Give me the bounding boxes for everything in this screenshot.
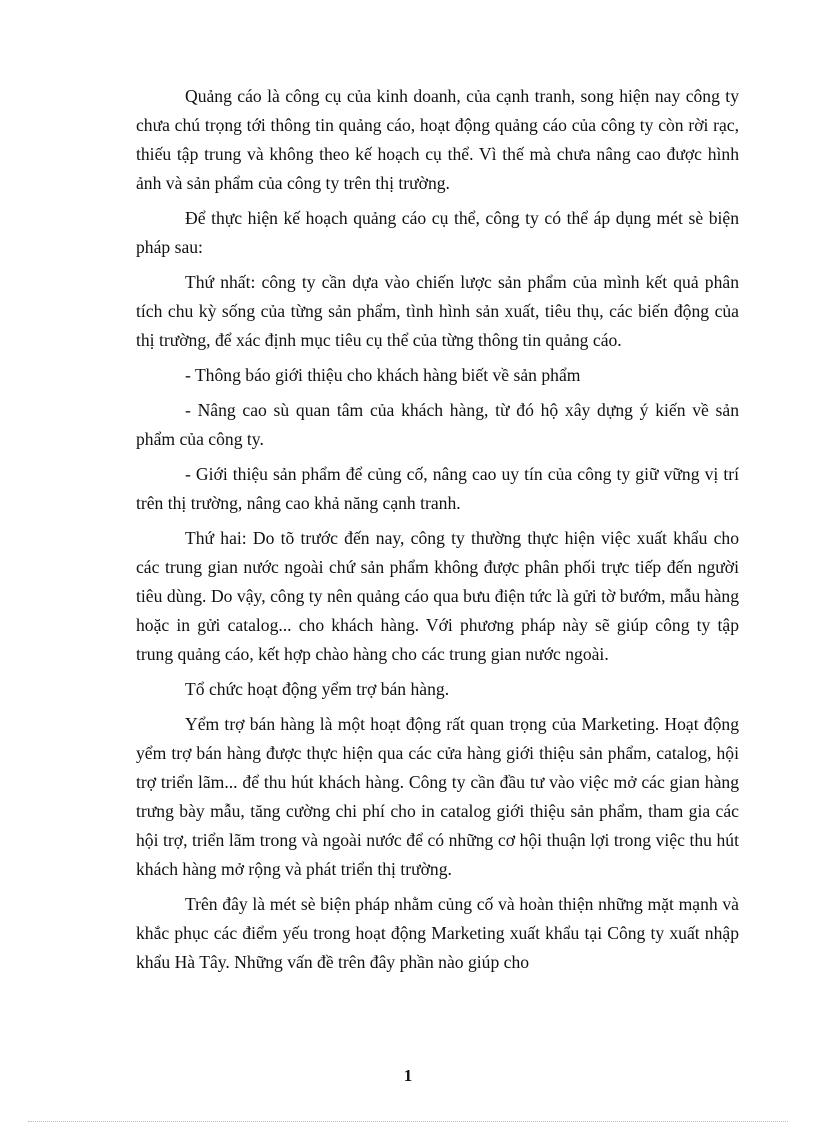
page-number: 1 [403,1066,413,1085]
paragraph-conclusion: Trên đây là mét sè biện pháp nhằm củng cố và hoàn thiện những mặt mạnh và khắc phục các điểm yếu trong hoạt động Marketing xuất khẩu tại Công ty xuất nhập khẩu Hà Tây. Những vấn đề trên đây phần nào giúp cho [136,894,739,972]
paragraph-advertising-intro: Quảng cáo là công cụ của kinh doanh, của cạnh tranh, song hiện nay công ty chưa chú trọng tới thông tin quảng cáo, hoạt động quảng cáo của công ty còn rời rạc, thiếu tập trung và không theo kế hoạch cụ thể. Vì thế mà chưa nâng cao được hình ảnh và sản phẩm của công ty trên thị trường. [136,86,739,193]
paragraph-second-measure: Thứ hai: Do tõ trước đến nay, công ty thường thực hiện việc xuất khẩu cho các trung gian nước ngoài chứ sản phẩm không được phân phối trực tiếp đến người tiêu dùng. Do vậy, công ty nên quảng cáo qua bưu điện tức là gửi tờ bướm, mẫu hàng hoặc in gửi catalog... cho khách hàng. Với phương pháp này sẽ giúp công ty tập trung quảng cáo, kết hợp chào hàng cho các trung gian nước ngoài. [136,528,739,664]
document-body [136,82,739,983]
paragraph-sales-support: Yểm trợ bán hàng là một hoạt động rất quan trọng của Marketing. Hoạt động yểm trợ bán hàng được thực hiện qua các cửa hàng giới thiệu sản phẩm, catalog, hội trợ triển lãm... để thu hút khách hàng. Công ty cần đầu tư vào việc mở các gian hàng trưng bày mẫu, tăng cường chi phí cho in catalog giới thiệu sản phẩm, tham gia các hội trợ, triển lãm trong và ngoài nước để có những cơ hội thuận lợi trong việc thu hút khách hàng mở rộng và phát triển thị trường. [136,714,739,879]
list-item: - Thông báo giới thiệu cho khách hàng biết về sản phẩm [185,365,581,385]
paragraph-advertising-plan: Để thực hiện kế hoạch quảng cáo cụ thể, công ty có thể áp dụng mét sè biện pháp sau: [136,208,739,257]
list-item: - Giới thiệu sản phẩm để củng cố, nâng cao uy tín của công ty giữ vững vị trí trên thị trường, nâng cao khả năng cạnh tranh. [136,464,739,513]
paragraph-first-measure: Thứ nhất: công ty cần dựa vào chiến lược sản phẩm của mình kết quả phân tích chu kỳ sống của từng sản phẩm, tình hình sản xuất, tiêu thụ, các biến động của thị trường, để xác định mục tiêu cụ thể của từng thông tin quảng cáo. [136,272,739,350]
page-bottom-divider [28,1121,788,1122]
list-item: - Nâng cao sù quan tâm của khách hàng, từ đó hộ xây dựng ý kiến về sản phẩm của công ty. [136,400,739,449]
paragraph-sales-support-heading: Tổ chức hoạt động yểm trợ bán hàng. [185,679,450,699]
